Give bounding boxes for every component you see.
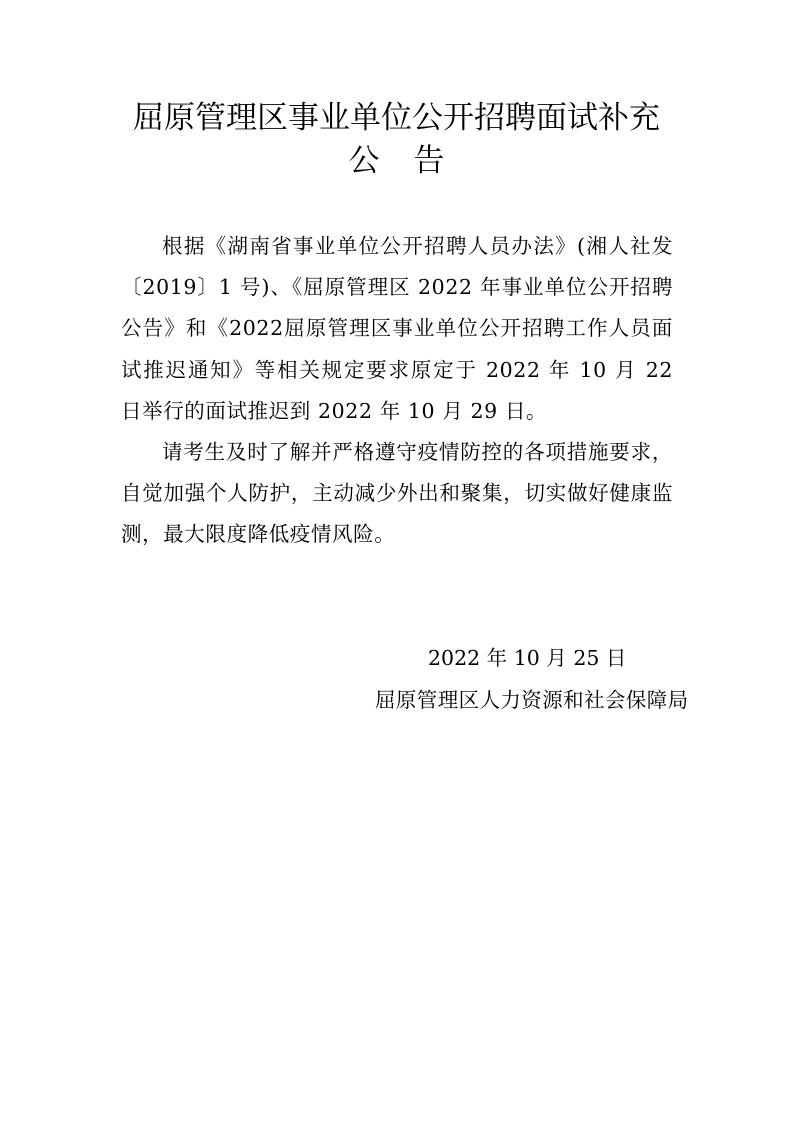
issuing-organization: 屈原管理区人力资源和社会保障局 — [375, 688, 689, 712]
document-title-line-1: 屈原管理区事业单位公开招聘面试补充 — [133, 100, 660, 136]
body-paragraph-1: 根据《湖南省事业单位公开招聘人员办法》(湘人社发〔2019〕1 号)、《屈原管理区 2022 年事业单位公开招聘公告》和《2022屈原管理区事业单位公开招聘工作人员面试推迟通知》等相关规定要求原定于 2022 年 10 月 22 日举行的面试推迟到 2022 年 10 月 29 日。 — [121, 234, 673, 423]
document-body — [121, 226, 673, 556]
body-paragraph-2: 请考生及时了解并严格遵守疫情防控的各项措施要求，自觉加强个人防护，主动减少外出和聚集，切实做好健康监测，最大限度降低疫情风险。 — [121, 440, 673, 547]
issue-date: 2022 年 10 月 25 日 — [428, 646, 627, 670]
document-title-line-2: 公告 — [348, 143, 479, 179]
